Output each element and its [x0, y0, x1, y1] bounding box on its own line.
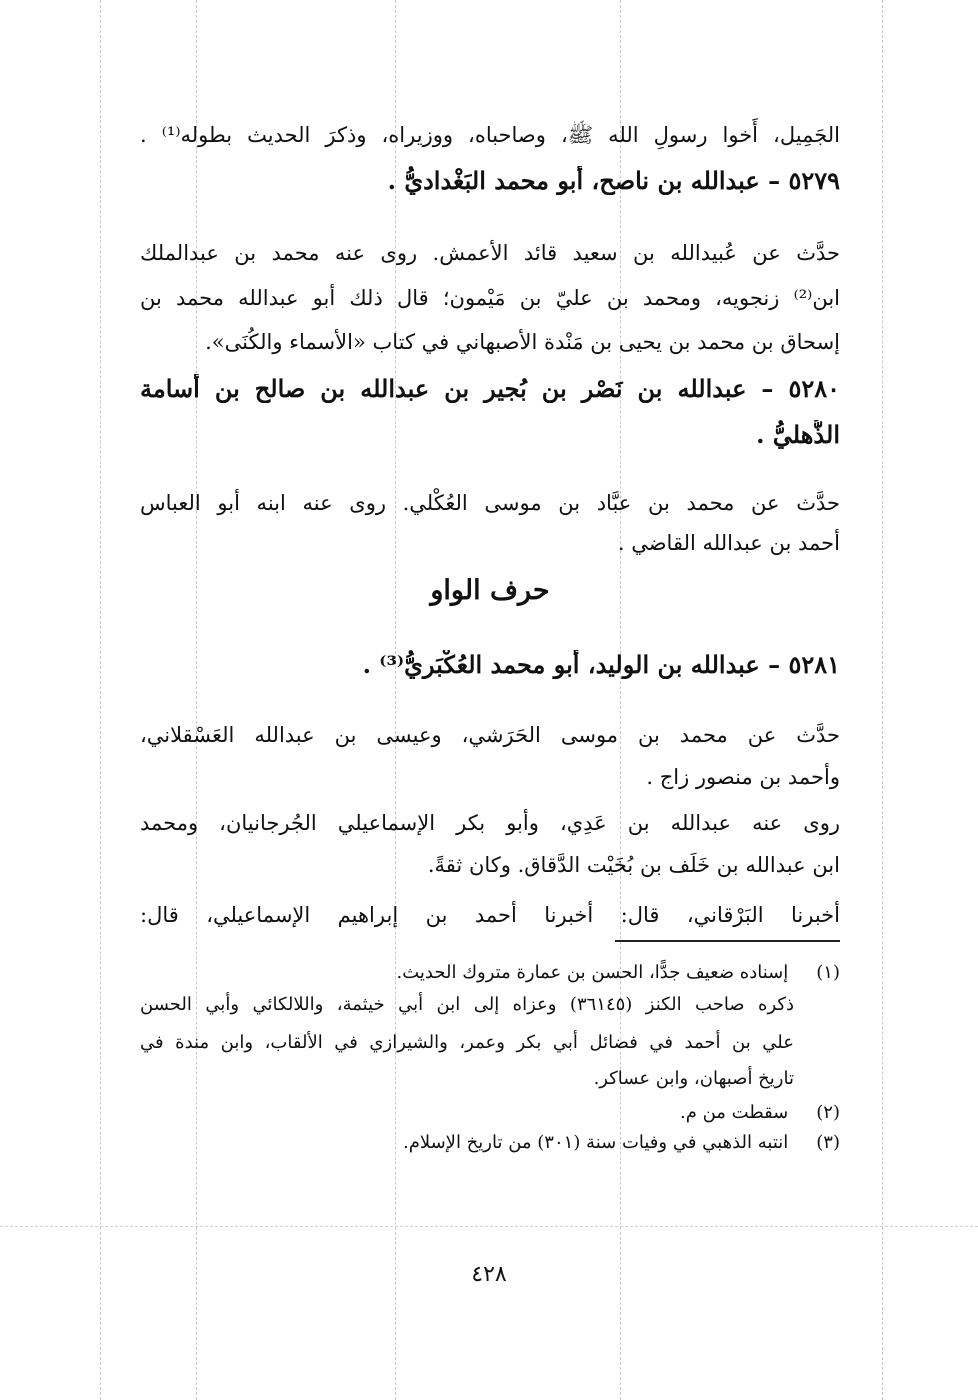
footnote-marker: (١) [816, 962, 840, 983]
scan-guide-line [0, 1226, 978, 1227]
footnote-marker: (٢) [816, 1102, 840, 1123]
scan-guide-line [882, 0, 883, 1400]
text-line: وأحمد بن منصور زاج . [646, 765, 840, 789]
footnote-3 [140, 1130, 840, 1156]
scan-guide-line [196, 0, 197, 1400]
text-line: حدَّث عن عُبيدالله بن سعيد قائد الأعمش. روى عنه محمد بن عبدالملك [140, 241, 840, 265]
footnote-separator [615, 940, 840, 942]
scan-guide-line [620, 0, 621, 1400]
text-line: أحمد بن عبدالله القاضي . [617, 531, 840, 555]
footnote-1-line: تاريخ أصبهان، وابن عساكر. [593, 1068, 794, 1089]
text-line: ابن عبدالله بن خَلَف بن بُخَيْت الدَّقاق. وكان ثقةً. [427, 853, 840, 877]
scan-guide-line [100, 0, 101, 1400]
text-line: إسحاق بن محمد بن يحيى بن مَنْدة الأصبهاني في كتاب «الأسماء والكُنَى». [205, 330, 840, 354]
text-line: روى عنه عبدالله بن عَدِي، وأبو بكر الإسماعيلي الجُرجانيان، ومحمد [140, 811, 840, 835]
text-line: أخبرنا البَرْقاني، قال: أخبرنا أحمد بن إبراهيم الإسماعيلي، قال: [140, 903, 840, 927]
entry-heading-5280: ٥٢٨٠ – عبدالله بن نَصْر بن بُجير بن عبدالله بن صالح بن أُسامة [140, 374, 840, 403]
footnote-1 [140, 960, 840, 986]
scan-guide-line [395, 0, 396, 1400]
entry-heading-5281: ٥٢٨١ – عبدالله بن الوليد، أبو محمد العُكْبَريُّ⁽³⁾ . [362, 650, 840, 679]
text-line: حدَّث عن محمد بن موسى الحَرَشي، وعيسى بن عبدالله العَسْقلاني، [140, 723, 840, 747]
section-heading: حرف الواو [430, 575, 550, 606]
footnote-2 [140, 1100, 840, 1126]
entry-heading-5280-cont: الذُّهليُّ . [756, 420, 840, 449]
text-line: الجَمِيل، أَخوا رسولِ الله ﷺ، وصاحباه، ووزيراه، وذكرَ الحديث بطوله⁽¹⁾ . [140, 123, 840, 147]
text-line: ابن⁽²⁾ زنجويه، ومحمد بن عليّ بن مَيْمون؛ قال ذلك أبو عبدالله محمد بن [140, 286, 840, 310]
entry-heading-5279: ٥٢٧٩ – عبدالله بن ناصح، أبو محمد البَغْداديُّ . [387, 166, 840, 195]
page-number: ٤٢٨ [471, 1262, 507, 1287]
footnote-1-line: ذكره صاحب الكنز (٣٦١٤٥) وعزاه إلى ابن أبي خيثمة، واللالكائي وأبي الحسن [140, 994, 794, 1015]
footnote-text: انتبه الذهبي في وفيات سنة (٣٠١) من تاريخ الإسلام. [402, 1132, 789, 1153]
footnote-marker: (٣) [816, 1132, 840, 1153]
footnote-text: سقطت من م. [679, 1102, 789, 1123]
text-line: حدَّث عن محمد بن عبَّاد بن موسى العُكْلي. روى عنه ابنه أبو العباس [140, 491, 840, 515]
footnote-text: إسناده ضعيف جدًّا، الحسن بن عمارة متروك الحديث. [396, 962, 789, 983]
footnote-1-line: علي بن أحمد في فضائل أبي بكر وعمر، والشيرازي في الألقاب، وابن مندة في [140, 1032, 794, 1053]
